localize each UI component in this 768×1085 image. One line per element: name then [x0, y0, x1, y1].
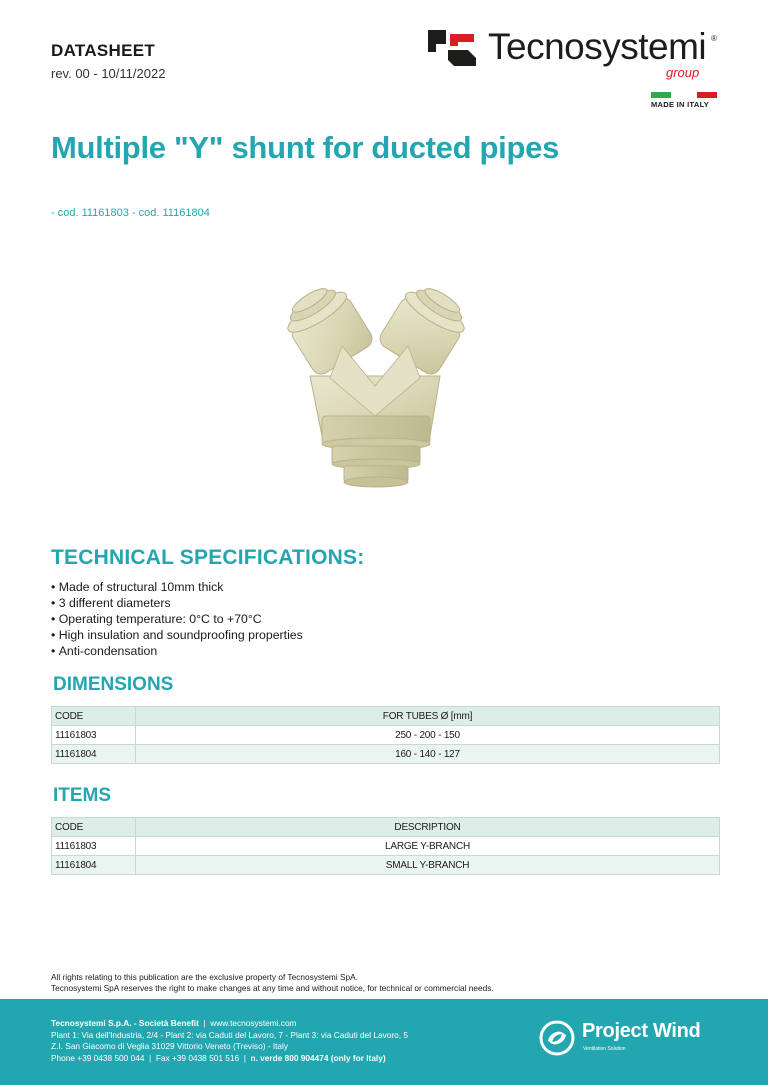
column-header-tubes: FOR TUBES Ø [mm] — [136, 707, 720, 726]
table-cell-tubes: 160 - 140 - 127 — [136, 745, 720, 764]
table-row — [52, 837, 720, 856]
brand-group-label: group — [666, 65, 700, 80]
technical-specifications-heading: TECHNICAL SPECIFICATIONS: — [51, 546, 365, 569]
list-item: • Anti-condensation — [51, 643, 303, 659]
made-in-italy-label: MADE IN ITALY — [651, 100, 710, 109]
brand-name: Tecnosystemi — [488, 26, 707, 67]
footer-contact: Tecnosystemi S.p.A. - Società Benefit | www.tecnosystemi.com Plant 1: Via dell'Industria, 2/4 - Plant 2: via Caduti del Lavoro, 7 - Plant 3: via Caduti del Lavoro, 5 Z.I. San Giacomo di Veglia 31029 Vittorio Veneto (Treviso) - Italy Phone +39 0438 500 044 | Fax +39 0438 501 516 | n. verde 800 904474 (only for Italy) — [51, 1018, 409, 1063]
column-header-description: DESCRIPTION — [136, 818, 720, 837]
website-link[interactable]: www.tecnosystemi.com — [210, 1018, 297, 1028]
table-cell-tubes: 250 - 200 - 150 — [136, 726, 720, 745]
company-address: Z.I. San Giacomo di Veglia 31029 Vittorio Veneto (Treviso) - Italy — [51, 1041, 289, 1051]
table-row — [52, 726, 720, 745]
specifications-list — [51, 579, 303, 659]
table-cell-code: 11161803 — [52, 837, 136, 856]
table-cell-code: 11161804 — [52, 745, 136, 764]
table-header-row — [52, 818, 720, 837]
partner-name: Project Wind — [582, 1020, 701, 1042]
footer — [0, 999, 768, 1085]
project-wind-swirl-icon — [538, 1019, 576, 1057]
plants-address: Plant 1: Via dell'Industria, 2/4 - Plant 2: via Caduti del Lavoro, 7 - Plant 3: via Caduti del Lavoro, 5 — [51, 1029, 409, 1040]
table-row — [52, 745, 720, 764]
table-cell-code: 11161803 — [52, 726, 136, 745]
product-title: Multiple "Y" shunt for ducted pipes — [51, 130, 560, 165]
list-item: • Operating temperature: 0°C to +70°C — [51, 611, 303, 627]
tecnosystemi-logo — [428, 28, 728, 84]
rights-notice — [51, 972, 494, 994]
list-item: • Made of structural 10mm thick — [51, 579, 303, 595]
list-item: • High insulation and soundproofing properties — [51, 627, 303, 643]
fax-number: Fax +39 0438 501 516 — [155, 1052, 240, 1063]
dimensions-table — [51, 706, 720, 764]
rights-line: All rights relating to this publication are the exclusive property of Tecnosystemi SpA. — [51, 972, 358, 982]
y-branch-product-image — [270, 286, 480, 490]
table-cell-code: 11161804 — [52, 856, 136, 875]
company-name: Tecnosystemi S.p.A. - Società Benefit — [51, 1018, 199, 1028]
partner-tagline: Ventilation Solution — [583, 1046, 626, 1052]
table-cell-description: SMALL Y-BRANCH — [136, 856, 720, 875]
items-table — [51, 817, 720, 875]
revision-date: rev. 00 - 10/11/2022 — [51, 66, 166, 81]
column-header-code: CODE — [52, 818, 136, 837]
column-header-code: CODE — [52, 707, 136, 726]
dimensions-heading: DIMENSIONS — [53, 674, 174, 695]
items-heading: ITEMS — [53, 785, 112, 806]
table-row — [52, 856, 720, 875]
document-type: DATASHEET — [51, 41, 156, 60]
registered-mark: ® — [711, 34, 717, 43]
phone-number: Phone +39 0438 500 044 — [51, 1052, 145, 1063]
rights-line: Tecnosystemi SpA reserves the right to make changes at any time and without notice, for technical or commercial needs. — [51, 983, 494, 993]
product-codes: - cod. 11161803 - cod. 11161804 — [51, 207, 210, 219]
tecnosystemi-mark-icon — [428, 30, 482, 68]
table-cell-description: LARGE Y-BRANCH — [136, 837, 720, 856]
toll-free-number: n. verde 800 904474 (only for Italy) — [250, 1052, 386, 1063]
table-header-row — [52, 707, 720, 726]
project-wind-logo — [538, 1017, 738, 1063]
list-item: • 3 different diameters — [51, 595, 303, 611]
italian-flag-icon — [651, 92, 717, 98]
